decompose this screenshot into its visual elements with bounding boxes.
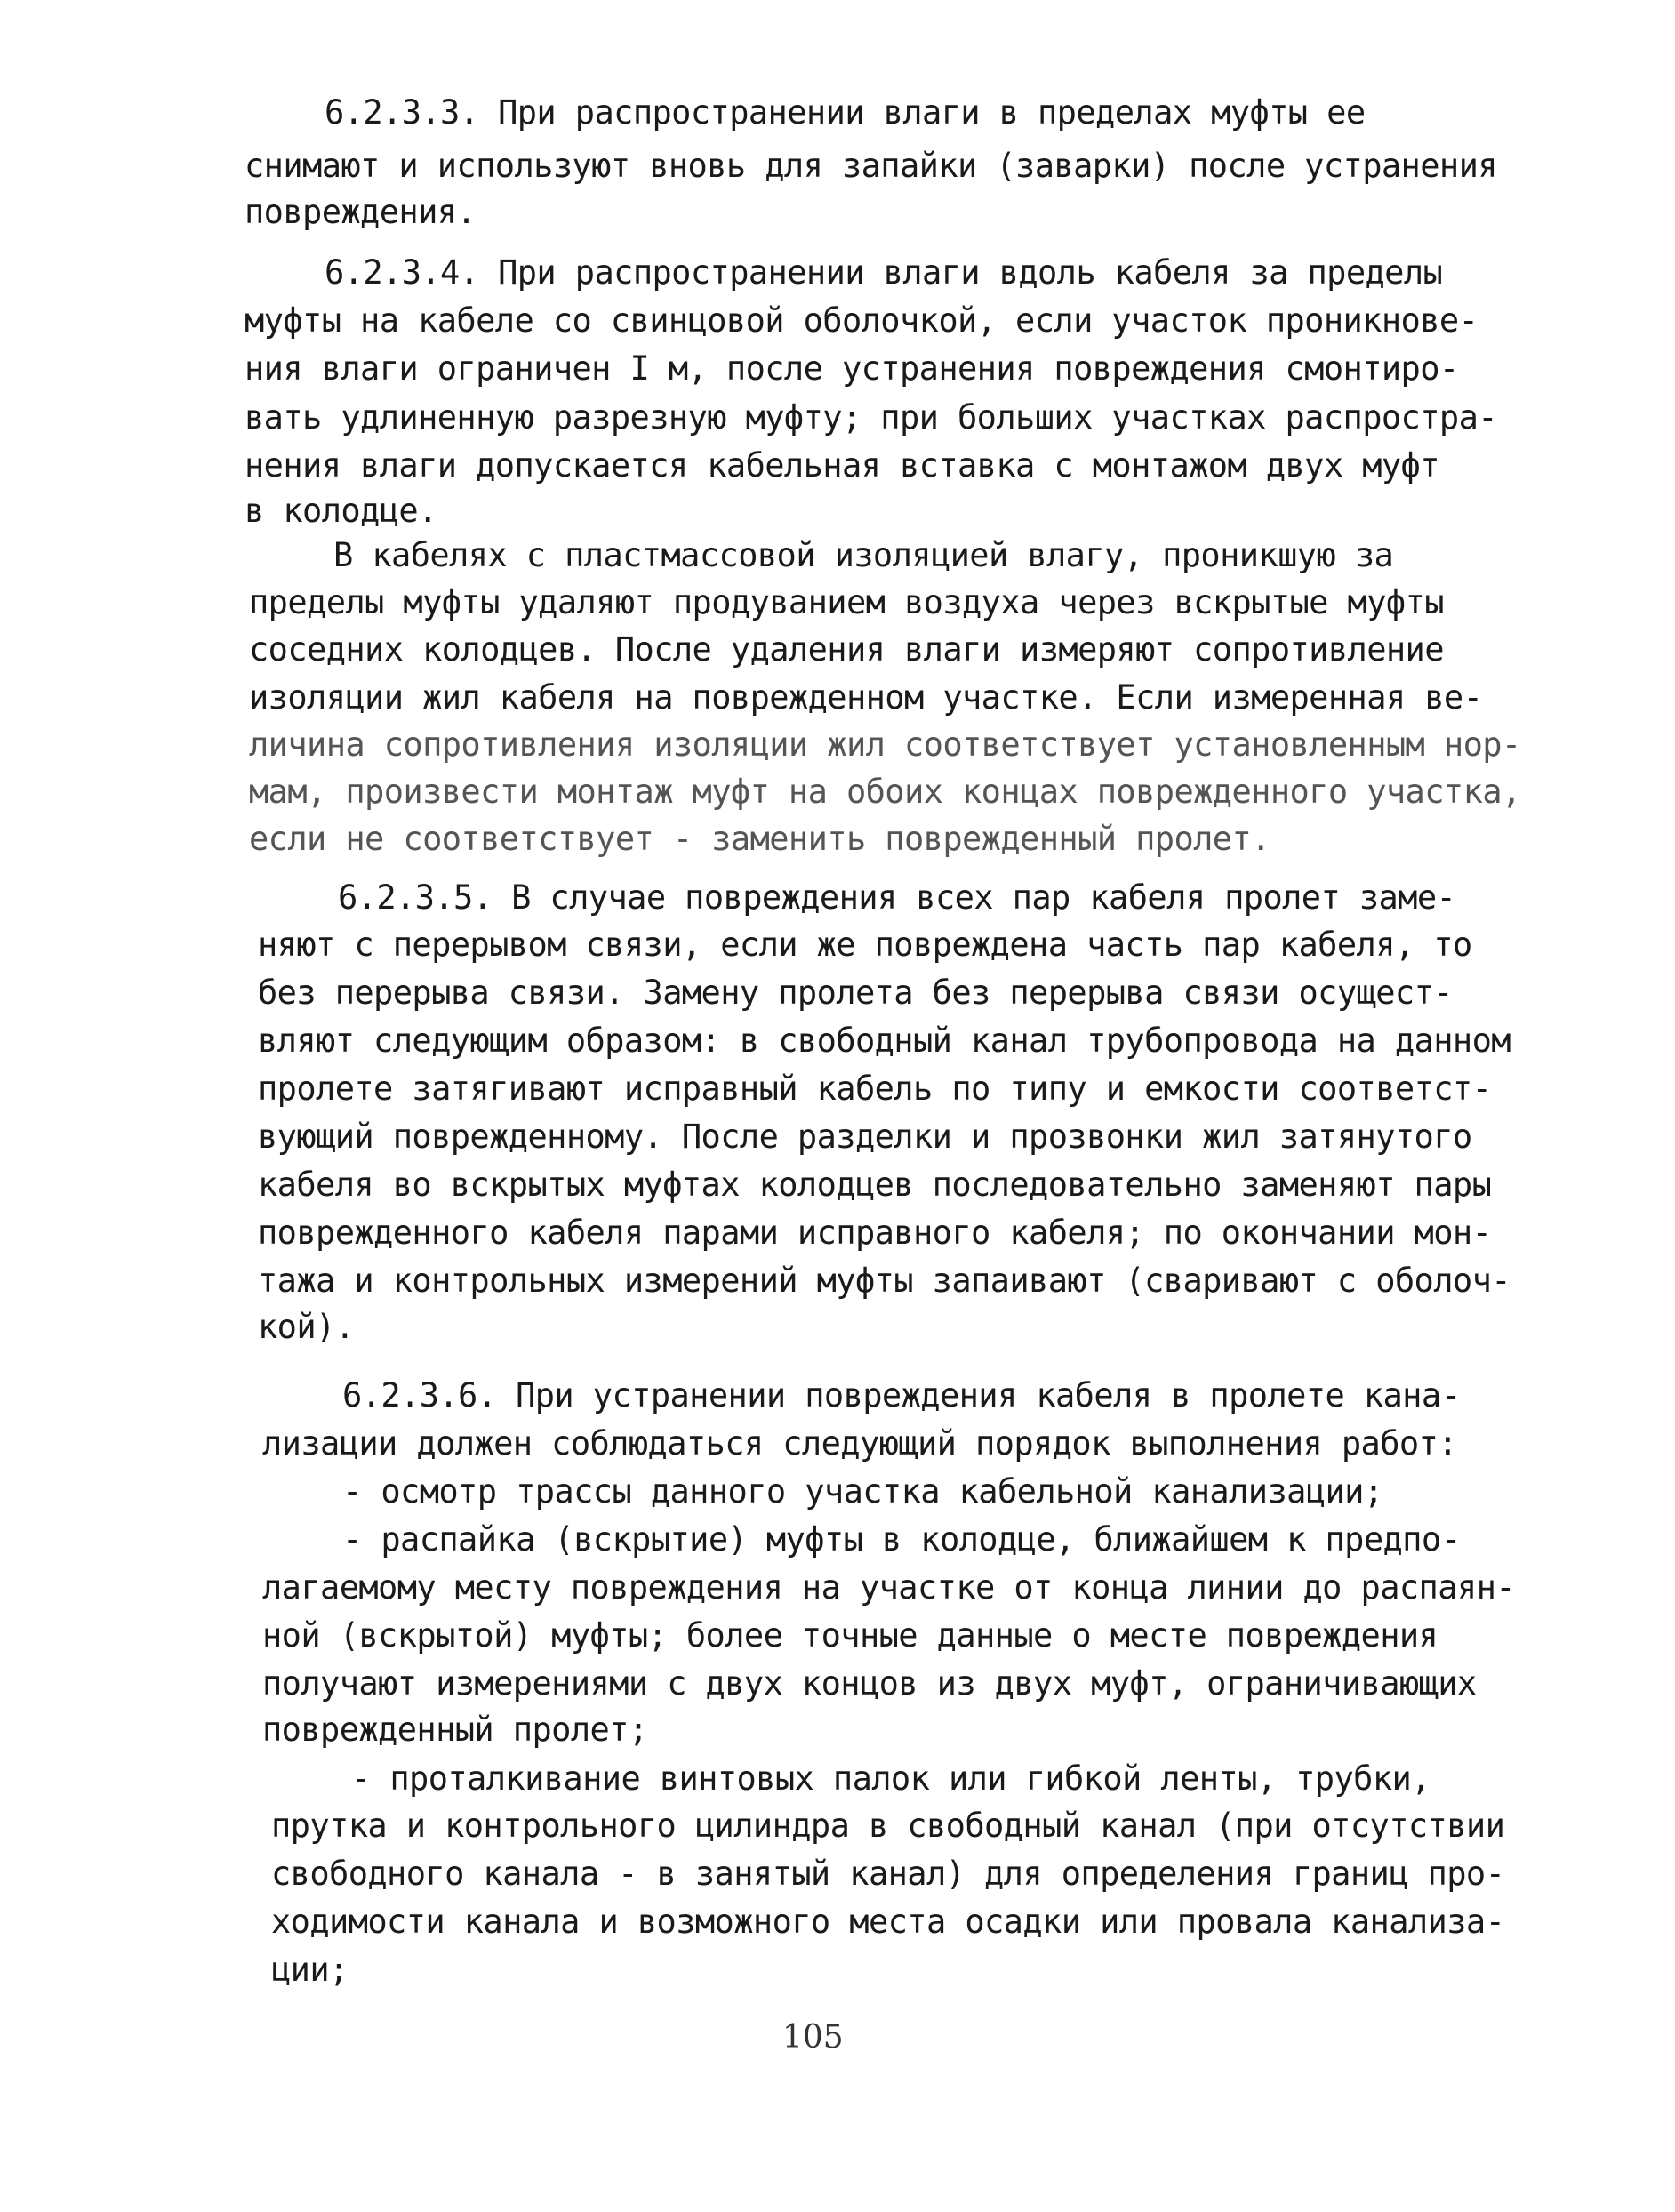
text-line: няют с перерывом связи, если же повреждена часть пар кабеля, то [258, 926, 1472, 964]
text-line: 6.2.3.5. В случае повреждения всех пар кабеля пролет заме- [338, 878, 1456, 917]
text-line: В кабелях с пластмассовой изоляцией влагу, проникшую за [333, 536, 1394, 574]
text-line: - проталкивание винтовых палок или гибкой ленты, трубки, [351, 1759, 1431, 1798]
text-line: мам, произвести монтаж муфт на обоих концах поврежденного участка, [249, 773, 1521, 811]
text-line: кой). [258, 1308, 355, 1346]
text-line: 6.2.3.3. При распространении влаги в пределах муфты ее [325, 93, 1366, 132]
text-line: ния влаги ограничен I м, после устранения повреждения смонтиро- [244, 349, 1459, 388]
text-line: 6.2.3.6. При устранении повреждения кабеля в пролете кана- [342, 1376, 1461, 1415]
text-line: ции; [271, 1951, 349, 1989]
text-line: вляют следующим образом: в свободный канал трубопровода на данном [258, 1022, 1511, 1060]
text-line: - осмотр трассы данного участка кабельной канализации; [342, 1472, 1383, 1511]
text-line: пределы муфты удаляют продуванием воздуха через вскрытые муфты [249, 583, 1444, 621]
text-line: личина сопротивления изоляции жил соответствует установленным нор- [249, 725, 1521, 764]
text-line: лизации должен соблюдаться следующий порядок выполнения работ: [262, 1424, 1457, 1463]
text-line: тажа и контрольных измерений муфты запаивают (сваривают с оболоч- [258, 1262, 1511, 1300]
text-line: ходимости канала и возможного места осадки или провала канализа- [271, 1903, 1505, 1941]
text-line: - распайка (вскрытие) муфты в колодце, ближайшем к предпо- [342, 1520, 1461, 1559]
text-line: без перерыва связи. Замену пролета без перерыва связи осущест- [258, 974, 1453, 1012]
text-line: пролете затягивают исправный кабель по типу и емкости соответст- [258, 1070, 1492, 1108]
text-line: вать удлиненную разрезную муфту; при больших участках распростра- [244, 398, 1497, 437]
text-line: лагаемому месту повреждения на участке от конца линии до распаян- [262, 1568, 1515, 1607]
text-line: муфты на кабеле со свинцовой оболочкой, если участок проникнове- [244, 301, 1479, 340]
text-line: прутка и контрольного цилиндра в свободный канал (при отсутствии [271, 1807, 1505, 1845]
text-line: получают измерениями с двух концов из двух муфт, ограничивающих [262, 1664, 1477, 1703]
text-line: 6.2.3.4. При распространении влаги вдоль кабеля за пределы [325, 253, 1443, 292]
text-line: повреждения. [244, 193, 477, 231]
text-line: соседних колодцев. После удаления влаги измеряют сопротивление [249, 630, 1444, 669]
text-line: если не соответствует - заменить поврежденный пролет. [249, 820, 1270, 858]
text-line: нения влаги допускается кабельная вставка с монтажом двух муфт [244, 446, 1439, 485]
text-line: снимают и используют вновь для запайки (заварки) после устранения [244, 147, 1497, 185]
text-line: вующий поврежденному. После разделки и прозвонки жил затянутого [258, 1118, 1472, 1156]
text-line: ной (вскрытой) муфты; более точные данные о месте повреждения [262, 1616, 1439, 1655]
page-number: 105 [782, 2019, 844, 2056]
text-line: поврежденный пролет; [262, 1711, 648, 1749]
text-line: в колодце. [244, 492, 437, 530]
text-line: кабеля во вскрытых муфтах колодцев последовательно заменяют пары [258, 1166, 1492, 1204]
text-line: поврежденного кабеля парами исправного кабеля; по окончании мон- [258, 1214, 1492, 1252]
text-line: изоляции жил кабеля на поврежденном участке. Если измеренная ве- [249, 678, 1483, 717]
text-line: свободного канала - в занятый канал) для определения границ про- [271, 1855, 1505, 1893]
